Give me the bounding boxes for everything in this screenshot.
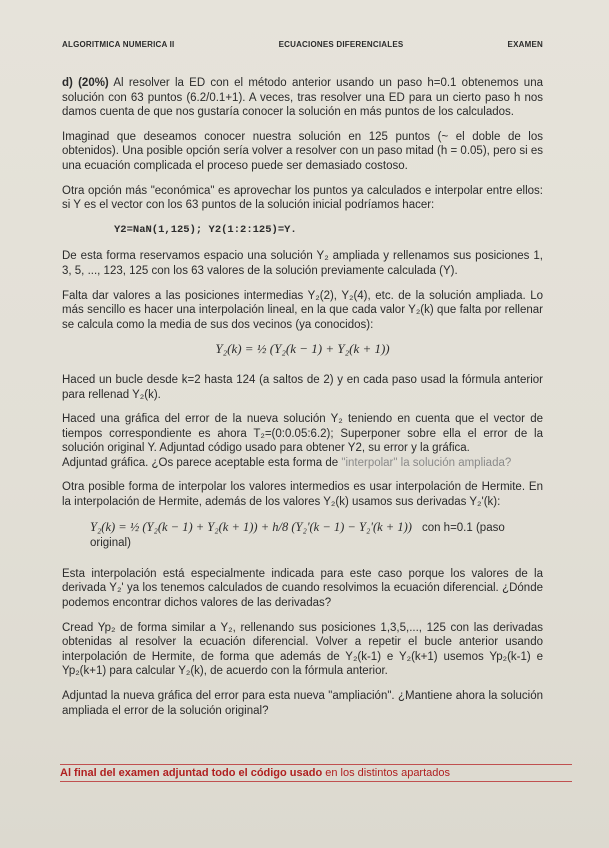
- topic-title: ECUACIONES DIFERENCIALES: [278, 40, 404, 49]
- course-title: ALGORITMICA NUMERICA II: [62, 40, 175, 49]
- doc-type: EXAMEN: [507, 40, 543, 49]
- exam-body: [62, 76, 543, 728]
- paragraph-economic-option: Otra opción más "económica" es aprovechar los puntos ya calculados e interpolar entre ellos: si Y es el vector con los 63 puntos de la solución inicial podríamos hacer:: [62, 184, 543, 212]
- section-label: d) (20%): [62, 77, 109, 89]
- page-header: [62, 40, 543, 49]
- paragraph-new-plot: Adjuntad la nueva gráfica del error para esta nueva "ampliación". ¿Mantiene ahora la solución ampliada el error de la solución original?: [62, 690, 543, 717]
- footer-note: Al final del examen adjuntad todo el código usado en los distintos apartados: [60, 764, 572, 782]
- paragraph-125-points: Imaginad que deseamos conocer nuestra solución en 125 puntos (~ el doble de los obtenidos). Una posible opción sería volver a resolver con un paso mitad (h = 0.05), pero si es una ecuación complicada el proceso puede ser demasiado costoso.: [62, 130, 543, 172]
- paragraph-reserve-space: De esta forma reservamos espacio una solución Y₂ ampliada y rellenamos sus posiciones 1, 3, 5, ..., 123, 125 con los 63 valores de la solución previamente calculada (Y).: [62, 250, 543, 277]
- paragraph-intro: d) (20%) Al resolver la ED con el método anterior usando un paso h=0.1 obtenemos una solución con 63 puntos (6.2/0.1+1). A veces, tras resolver una ED para un cierto paso h nos damos cuenta de que nos gustaría conocer la solución en más puntos de los calculados.: [62, 77, 543, 119]
- formula-note: con h=0.1 (paso original): [90, 521, 505, 550]
- paragraph-error-plot: Haced una gráfica del error de la nueva solución Y₂ teniendo en cuenta que el vector de tiempos correspondiente es ahora T₂=(0:0.05:6.2); Superponer sobre ella el error de la solución original Y. Adjuntad código usado para obtener Y2, su error y la gráfica.: [62, 413, 543, 455]
- paragraph-derivatives: Esta interpolación está especialmente indicada para este caso porque los valores de la derivada Y₂' ya los tenemos calculados de cuando resolvimos la ecuación diferencial. ¿Dónde podemos encontrar dichos valores de las derivadas?: [62, 567, 543, 610]
- paragraph-attach-plot: Adjuntad gráfica. ¿Os parece aceptable esta forma de "interpolar" la solución ampliada?: [62, 456, 512, 469]
- paragraph-loop: Haced un bucle desde k=2 hasta 124 (a saltos de 2) y en cada paso usad la fórmula anterior para rellenad Y₂(k).: [62, 373, 543, 401]
- formula-hermite: Y₂(k) = ½ (Y₂(k − 1) + Y₂(k + 1)) + h/8 (Y₂'(k − 1) − Y₂'(k + 1)) con h=0.1 (paso original): [90, 519, 505, 550]
- formula-linear: Y₂(k) = ½ (Y₂(k − 1) + Y₂(k + 1)): [215, 341, 390, 357]
- paragraph-yp2: Cread Yp₂ de forma similar a Y₂, rellenando sus posiciones 1,3,5,..., 125 con las derivadas obtenidas al resolver la ecuación diferencial. Volver a repetir el bucle anterior usando interpolación de Hermite, de forma que además de Y₂(k-1) e Y₂(k+1) usemos Yp₂(k-1) e Yp₂(k+1) para calcular Y₂(k), de acuerdo con la fórmula anterior.: [62, 621, 543, 678]
- paragraph-linear-interpolation: Falta dar valores a las posiciones intermedias Y₂(2), Y₂(4), etc. de la solución ampliada. Lo más sencillo es hacer una interpolación lineal, en la que cada valor Y₂(k) que falta por rellenar se calcula como la media de sus dos vecinos (ya conocidos):: [62, 289, 543, 331]
- paragraph-hermite: Otra posible forma de interpolar los valores intermedios es usar interpolación de Hermite. En la interpolación de Hermite, además de los valores Y₂(k) usamos sus derivadas Y₂'(k):: [62, 481, 543, 509]
- code-snippet: Y2=NaN(1,125); Y2(1:2:125)=Y.: [114, 223, 297, 236]
